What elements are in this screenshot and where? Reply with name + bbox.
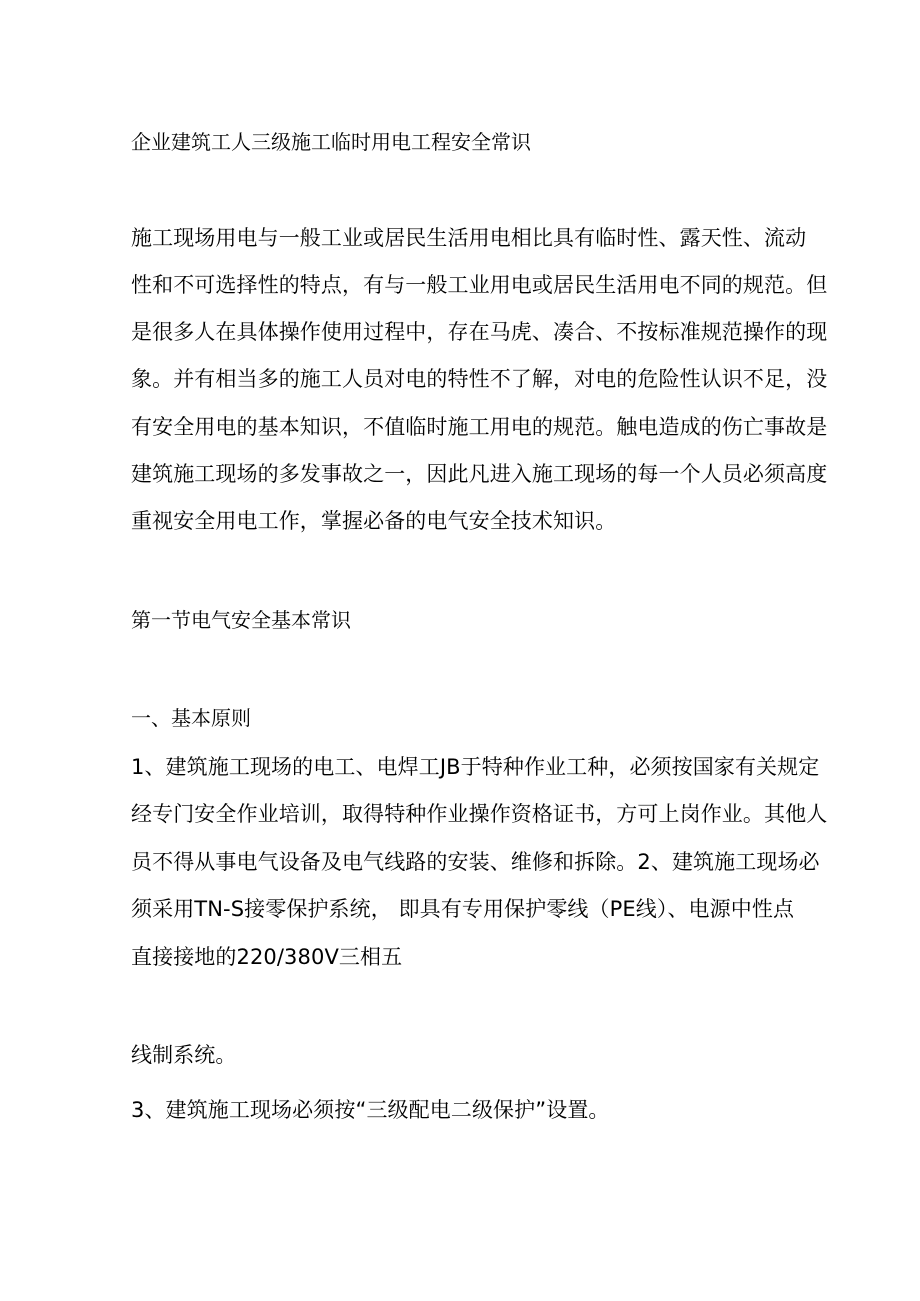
rule-line: 经专门安全作业培训，取得特种作业操作资格证书，方可上岗作业。其他人: [131, 802, 828, 826]
intro-line: 施工现场用电与一般工业或居民生活用电相比具有临时性、露天性、流动: [131, 226, 807, 250]
subsection-heading: 一、基本原则: [131, 706, 251, 730]
rule-line: 须采用TN-S接零保护系统， 即具有专用保护零线（PE线）、电源中性点: [131, 897, 795, 921]
rule-line: 直接接地的220/380V三相五: [131, 945, 403, 969]
continuation-line: 线制系统。: [131, 1043, 237, 1067]
section-heading: 第一节电气安全基本常识: [131, 608, 351, 632]
intro-line: 性和不可选择性的特点，有与一般工业用电或居民生活用电不同的规范。但: [131, 273, 828, 297]
document-title: 企业建筑工人三级施工临时用电工程安全常识: [131, 130, 531, 154]
rule-line: 员不得从事电气设备及电气线路的安装、维修和拆除。2、建筑施工现场必: [131, 850, 820, 874]
intro-line: 有安全用电的基本知识，不值临时施工用电的规范。触电造成的伤亡事故是: [131, 415, 828, 439]
intro-line: 象。并有相当多的施工人员对电的特性不了解，对电的危险性认识不足，没: [131, 367, 828, 391]
intro-line: 建筑施工现场的多发事故之一，因此凡进入施工现场的每一个人员必须高度: [131, 462, 828, 486]
rule-3-line: 3、建筑施工现场必须按“三级配电二级保护”设置。: [131, 1098, 610, 1122]
intro-line: 重视安全用电工作，掌握必备的电气安全技术知识。: [131, 509, 617, 533]
intro-line: 是很多人在具体操作使用过程中，存在马虎、凑合、不按标准规范操作的现: [131, 320, 828, 344]
rule-line: 1、建筑施工现场的电工、电焊工JB于特种作业工种，必须按国家有关规定: [131, 755, 820, 779]
